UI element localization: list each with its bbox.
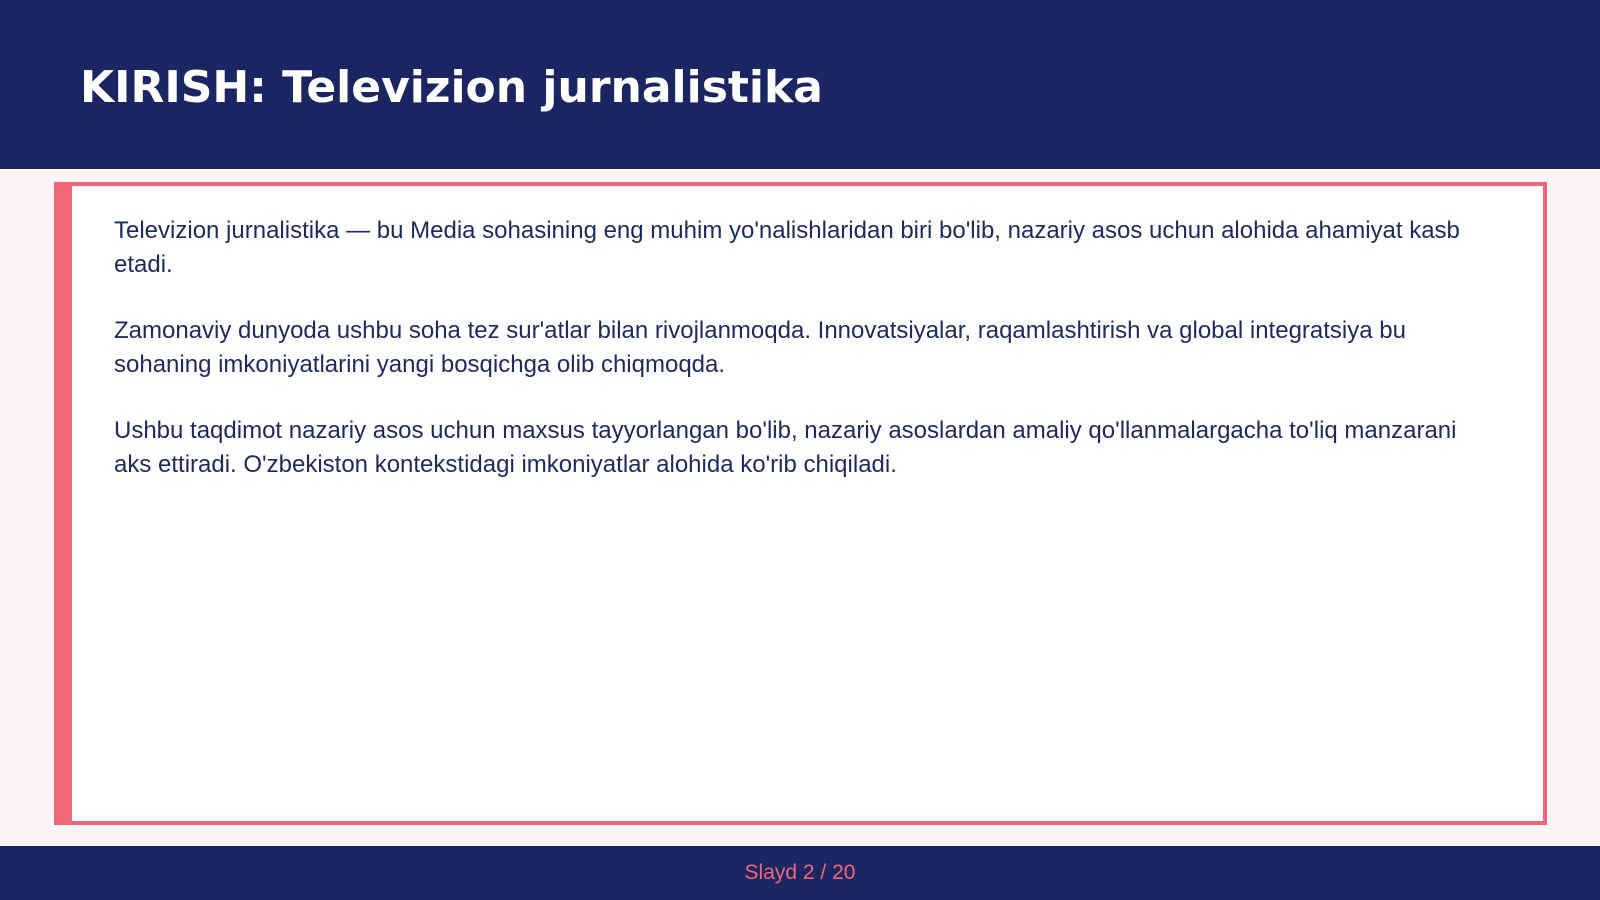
card-accent-bar [58,186,72,821]
slide-counter: Slayd 2 / 20 [744,861,856,884]
paragraph-modern-world: Zamonaviy dunyoda ushbu soha tez sur'atlar bilan rivojlanmoqda. Innovatsiyalar, raqamlashtirish va global integratsiya bu sohaning imkoniyatlarini yangi bosqichga olib chiqmoqda. [114,317,1406,378]
slide-footer [0,846,1600,900]
slide-header [0,0,1600,169]
card-body [114,214,1494,514]
content-card [54,182,1547,825]
slide-title: KIRISH: Televizion jurnalistika [80,62,823,113]
paragraph-presentation-purpose: Ushbu taqdimot nazariy asos uchun maxsus tayyorlangan bo'lib, nazariy asoslardan amaliy qo'llanmalargacha to'liq manzarani aks ettiradi. O'zbekiston kontekstidagi imkoniyatlar alohida ko'rib chiqiladi. [114,417,1457,478]
paragraph-intro: Televizion jurnalistika — bu Media sohasining eng muhim yo'nalishlaridan biri bo'lib, nazariy asos uchun alohida ahamiyat kasb etadi. [114,217,1460,278]
